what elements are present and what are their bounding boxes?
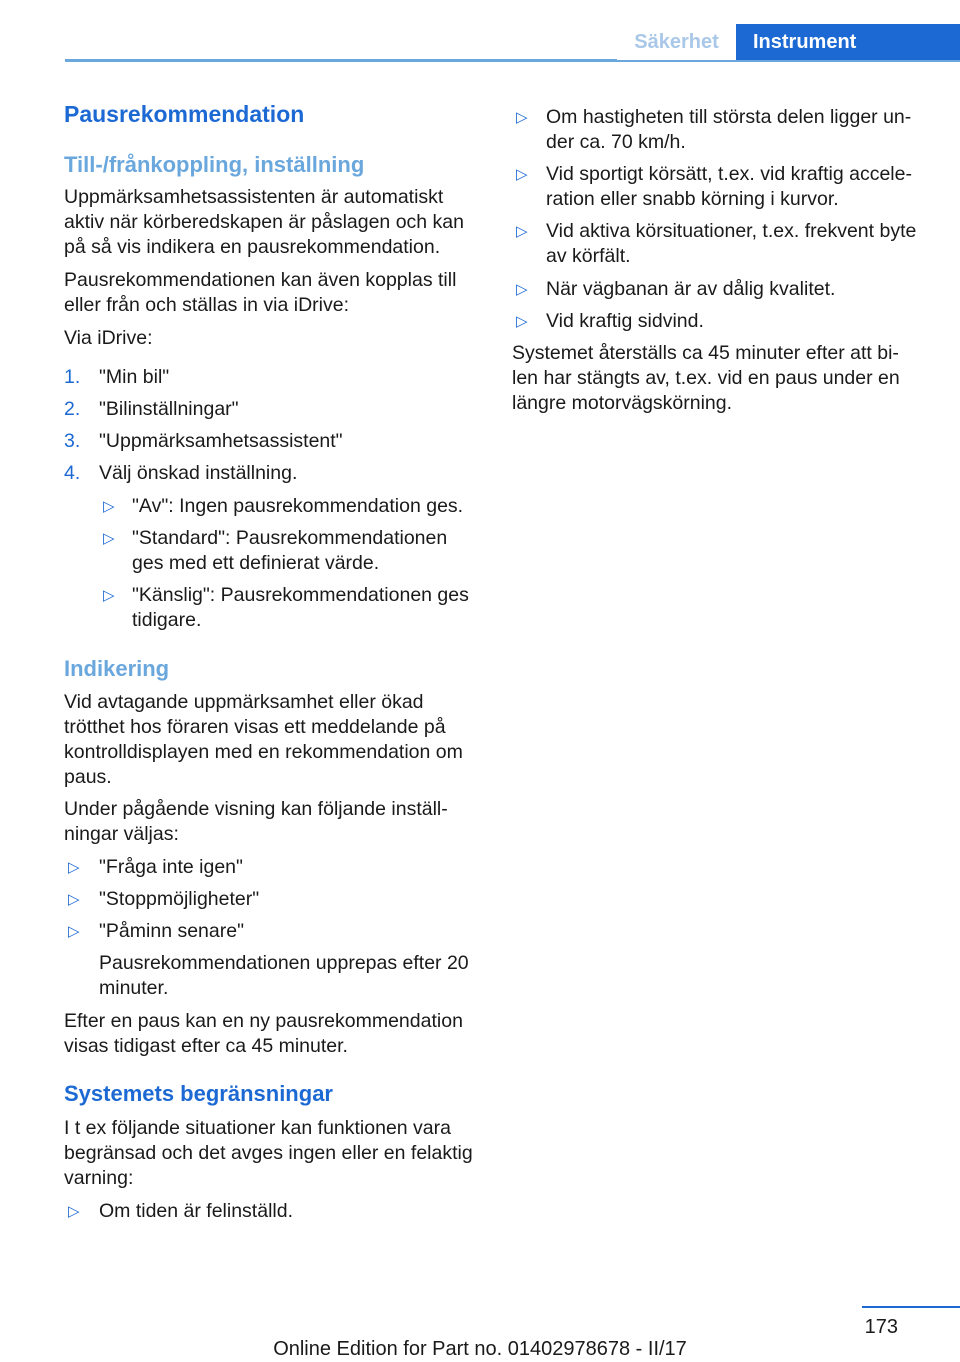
page-number-rule [862,1306,960,1308]
step-text: "Min bil" [99,366,170,388]
triangle-bullet-icon: ▷ [516,281,528,298]
page-number: 173 [864,1316,898,1338]
bullet-text: Vid sportigt körsätt, t.ex. vid kraftig accele- ration eller snabb körning i kurvor. [546,163,912,210]
tab-sakerhet[interactable]: Säkerhet [617,24,736,60]
bullet-text: "Stoppmöjligheter" [99,888,260,910]
triangle-bullet-icon: ▷ [103,587,115,604]
step-number: 4. [64,462,81,484]
triangle-bullet-icon: ▷ [516,313,528,330]
step-number: 2. [64,398,81,420]
paragraph-intro: Uppmärksamhetsassistenten är automatiskt aktiv när körberedskapen är påslagen och kan på så vis indikera en pausrekommendation. [64,186,464,258]
triangle-bullet-icon: ▷ [68,891,80,908]
triangle-bullet-icon: ▷ [103,498,115,515]
section-title: Pausrekommendation [64,101,305,127]
paragraph-efter-paus: Efter en paus kan en ny pausrekommendation visas tidigast efter ca 45 minuter. [64,1010,463,1057]
heading-till-frankoppling: Till-/frånkoppling, inställning [64,152,365,177]
heading-indikering: Indikering [64,656,170,681]
step-text: Välj önskad inställning. [99,462,298,484]
paragraph-indikering: Vid avtagande uppmärksamhet eller ökad trötthet hos föraren visas ett meddelande på kontrolldisplayen med en rekommendation om paus. [64,691,463,788]
bullet-text: "Standard": Pausrekommendationen ges med ett definierat värde. [132,527,448,574]
edition-footer: Online Edition for Part no. 01402978678 - II/17 [273,1338,687,1360]
bullet-text: Om hastigheten till största delen ligger un- der ca. 70 km/h. [546,106,912,153]
paragraph-paminn-note: Pausrekommendationen upprepas efter 20 minuter. [99,952,469,999]
triangle-bullet-icon: ▷ [68,859,80,876]
bullet-text: "Känslig": Pausrekommendationen ges tidigare. [132,584,469,631]
tab-instrument[interactable]: Instrument [736,24,960,60]
bullet-text: När vägbanan är av dålig kvalitet. [546,278,836,300]
triangle-bullet-icon: ▷ [516,223,528,240]
bullet-text: Vid kraftig sidvind. [546,310,704,332]
triangle-bullet-icon: ▷ [68,923,80,940]
bullet-text: "Fråga inte igen" [99,856,243,878]
step-number: 3. [64,430,81,452]
step-number: 1. [64,366,81,388]
step-text: "Bilinställningar" [99,398,239,420]
bullet-text: "Påminn senare" [99,920,245,942]
bullet-text: Om tiden är felinställd. [99,1200,294,1222]
step-text: "Uppmärksamhetsassistent" [99,430,343,452]
paragraph-via-idrive: Via iDrive: [64,327,153,349]
paragraph-idrive: Pausrekommendationen kan även kopplas till eller från och ställas in via iDrive: [64,269,457,316]
heading-systemets-begransningar: Systemets begränsningar [64,1081,333,1106]
paragraph-begransningar: I t ex följande situationer kan funktionen vara begränsad och det avges ingen eller en felaktig varning: [64,1117,473,1189]
paragraph-aterstalls: Systemet återställs ca 45 minuter efter att bi- len har stängts av, t.ex. vid en paus under en längre motorvägskörning. [512,342,900,414]
triangle-bullet-icon: ▷ [516,109,528,126]
triangle-bullet-icon: ▷ [68,1203,80,1220]
triangle-bullet-icon: ▷ [103,530,115,547]
paragraph-installningar: Under pågående visning kan följande inställ- ningar väljas: [64,798,448,845]
bullet-text: Vid aktiva körsituationer, t.ex. frekvent byte av körfält. [546,220,917,267]
bullet-text: "Av": Ingen pausrekommendation ges. [132,495,464,517]
triangle-bullet-icon: ▷ [516,166,528,183]
